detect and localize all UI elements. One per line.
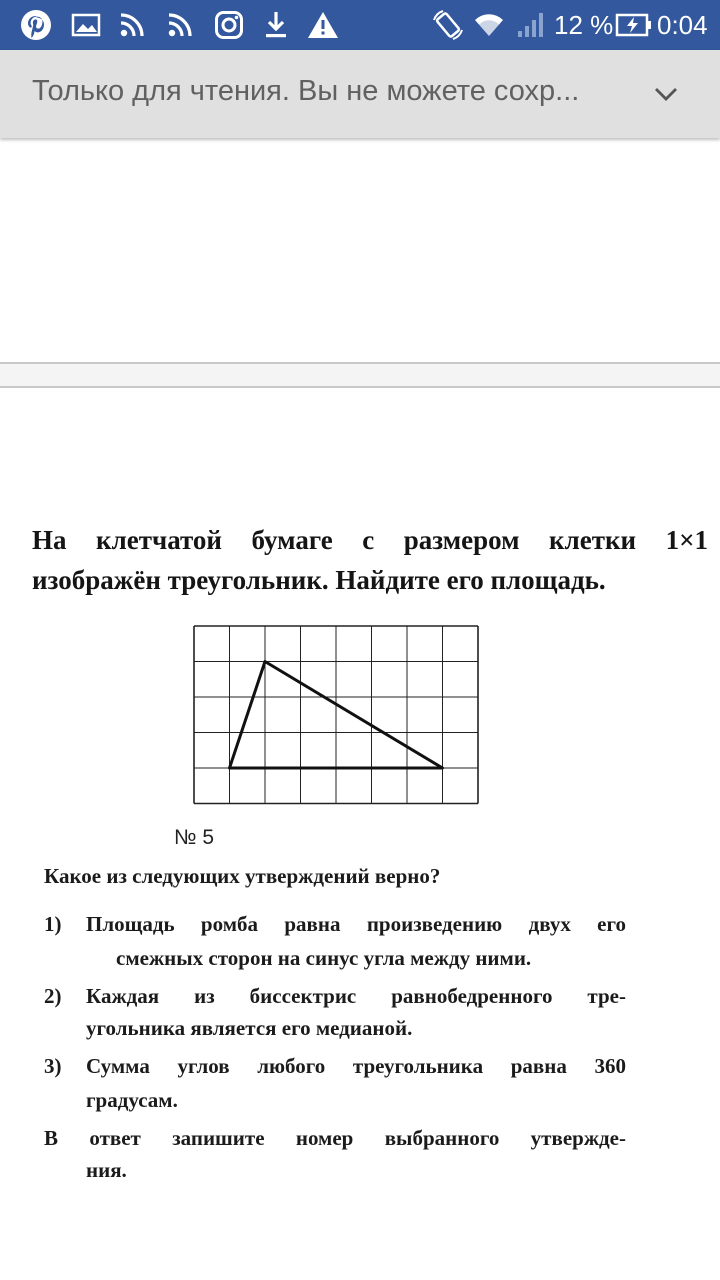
instagram-icon (212, 8, 246, 42)
page-gap (0, 364, 720, 386)
status-bar (0, 0, 720, 50)
battery-percent: 12 % (554, 9, 614, 40)
image-icon (68, 8, 104, 42)
task1-line2: изображён треугольник. Найдите его площадь. (32, 565, 606, 595)
warning-icon (306, 8, 340, 42)
read-only-message: Только для чтения. Вы не можете сохр... (32, 75, 580, 107)
download-icon (262, 8, 290, 42)
option-1-line2: смежных сторон на синус угла между ними. (116, 946, 532, 970)
rss-icon (116, 8, 148, 42)
wifi-icon (472, 8, 506, 42)
answer-instruction-line1: В ответ запишите номер выбранного утвержде- (44, 1126, 626, 1150)
option-1-line1: Площадь ромба равна произведению двух его (86, 912, 626, 936)
task1-text (32, 520, 720, 600)
option-2-number: 2) (44, 984, 62, 1008)
pinterest-icon (18, 8, 54, 42)
chevron-down-icon[interactable] (648, 76, 684, 112)
option-2-line1: Каждая из биссектрис равнобедренного тре- (86, 984, 626, 1008)
option-3-line1: Сумма углов любого треугольника равна 360 (86, 1054, 626, 1078)
answer-instruction-line2: ния. (86, 1158, 127, 1182)
rss-icon (164, 8, 196, 42)
read-only-banner[interactable] (0, 50, 720, 138)
option-1-number: 1) (44, 912, 62, 936)
rotate-icon (430, 8, 466, 42)
task2-question: Какое из следующих утверждений верно? (44, 864, 441, 888)
task1-line1: На клетчатой бумаге с размером клетки 1×1 (32, 525, 708, 555)
option-3-line2: градусам. (86, 1088, 178, 1112)
battery-charging-icon (614, 8, 654, 42)
grid-figure (190, 622, 490, 817)
triangle-on-grid (190, 622, 490, 812)
page-divider (0, 386, 720, 388)
task-number: № 5 (174, 826, 215, 849)
option-3-number: 3) (44, 1054, 62, 1078)
signal-icon (514, 8, 548, 42)
option-2-line2: угольника является его медианой. (86, 1016, 413, 1040)
clock: 0:04 (657, 9, 708, 40)
